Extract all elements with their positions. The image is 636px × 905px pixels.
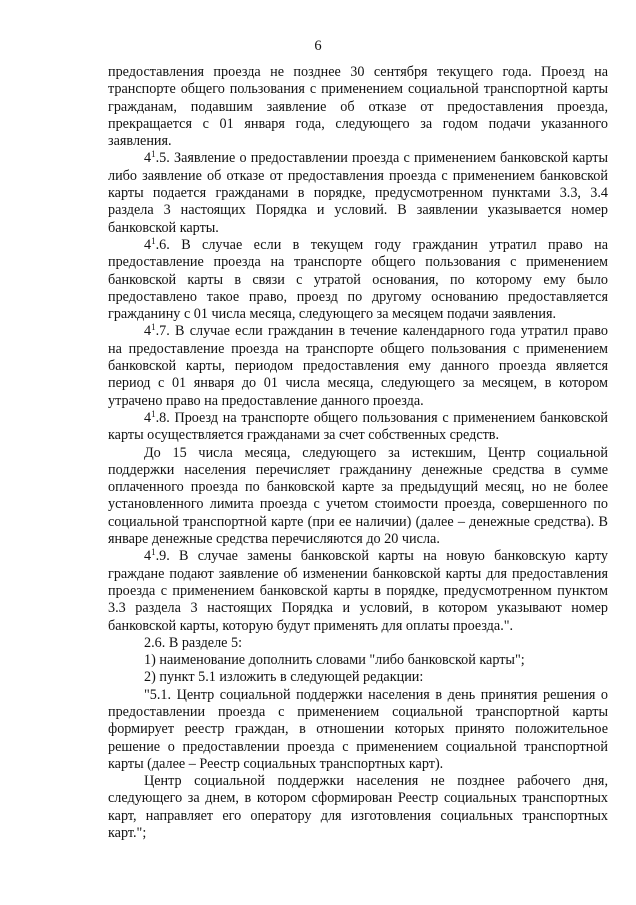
paragraph-item-1: 1) наименование дополнить словами "либо банковской карты"; [144,652,525,669]
paragraph-4-1-5: $4^1.5$. Заявление о предоставлении проезда с применением банковской карты либо заявление об отказе от предоставления проезда с применением банковской карты подается гражданами в порядке, предусмотренном пунктами 3.3, 3.4 раздела 3 настоящих Порядка и условий. В заявлении указывается номер банковской карты. [108,149,608,236]
paragraph-4-1-8: $4^1.8$. Проезд на транспорте общего пользования с применением банковской карты осуществляется гражданами за счет собственных средств. [108,408,609,444]
paragraph-item-2: 2) пункт 5.1 изложить в следующей редакции: [144,669,424,686]
paragraph-5-1: "5.1. Центр социальной поддержки населения в день принятия решения о предоставлении проезда с применением социальной транспортной карты формирует реестр граждан, в отношении которых принято положительное решение о предоставлении проезда с применением социальной транспортной карты (далее – Реестр социальных транспортных карт). [108,686,608,772]
document-body [108,64,608,842]
paragraph-registry-transfer: Центр социальной поддержки населения не позднее рабочего дня, следующего за днем, в котором сформирован Реестр социальных транспортных карт, направляет его оператору для изготовления социальных транспортных карт."; [108,773,608,842]
paragraph-4-1-7: $4^1.7$. В случае если гражданин в течение календарного года утратил право на предоставление проезда на транспорте общего пользования с применением банковской карты, периодом предоставления ему данного проезда является период с 01 января до 01 числа месяца, следующего за месяцем, в котором утрачено право на предоставление данного проезда. [108,322,609,409]
paragraph-continuation: предоставления проезда не позднее 30 сентября текущего года. Проезд на транспорте общего пользования с применением социальной транспортной карты гражданам, подавшим заявление об отказе от предоставления проезда, прекращается с 01 января года, следующего за годом подачи указанного заявления. [108,64,608,150]
paragraph-4-1-6: $4^1.6$. В случае если в текущем году гражданин утратил право на предоставление проезда на транспорте общего пользования с применением банковской карты в связи с утратой основания, по которому ему было предоставлено такое право, проезд по другому основанию предоставляется гражданину с 01 числа месяца, следующего за месяцем подачи заявления. [108,235,608,323]
paragraph-2-6: 2.6. В разделе 5: [144,634,243,651]
paragraph-funds-transfer: До 15 числа месяца, следующего за истекшим, Центр социальной поддержки населения перечисляет гражданину денежные средства в сумме оплаченного проезда по банковской карте за предыдущий месяц, но не более установленного лимита проезда с учетом стоимости проезда, совершенного по социальной транспортной карте (при ее наличии) (далее – денежные средства). В январе денежные средства перечисляются до 20 числа. [108,444,608,548]
page-number: 6 [314,38,322,54]
paragraph-4-1-9: $4^1.9$. В случае замены банковской карты на новую банковскую карту граждане подают заявление об изменении банковской карты для предоставления проезда с применением банковской карты в порядке, предусмотренном пунктом 3.3 раздела 3 настоящих Порядка и условий, в котором указывают номер банковской карты, которую будут применять для оплаты проезда.". [108,547,608,634]
